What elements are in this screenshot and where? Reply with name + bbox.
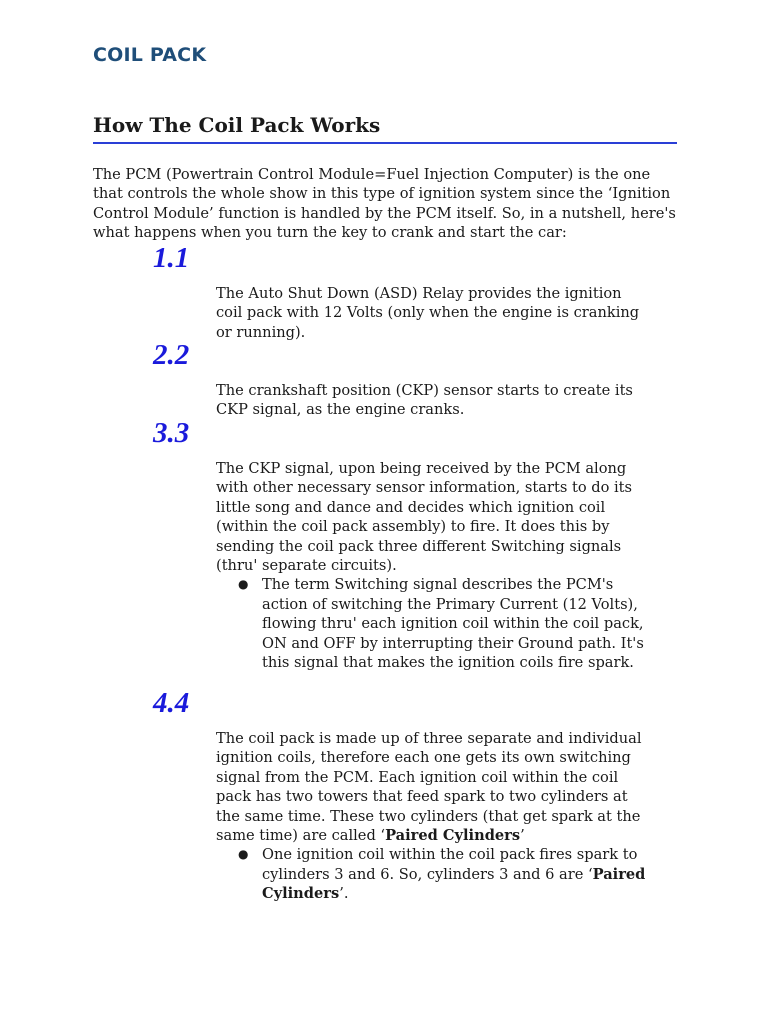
document-header: COIL PACK <box>93 44 207 66</box>
bullet-text-3: The term Switching signal describes the PCM's action of switching the Primary Current (12 Volts), flowing thru' each ignition coil within the coil pack, ON and OFF by interrupting their Ground path. It's this signal that makes the ignition coils fire spark. <box>262 576 644 672</box>
step-body-3 <box>216 459 646 672</box>
step-body-2 <box>216 381 646 420</box>
bullet-text-4-part-a: One ignition coil within the coil pack fires spark to cylinders 3 and 6. So, cylinders 3 and 6 are ‘ <box>262 846 638 883</box>
step-bullet-list-4 <box>216 845 646 903</box>
step-text-4-bold: Paired Cylinders <box>385 827 521 845</box>
bullet-icon: ● <box>238 577 249 592</box>
step-text-3: The CKP signal, upon being received by the PCM along with other necessary sensor information, starts to do its little song and dance and decides which ignition coil (within the coil pack assembly) to fire. It does this by sending the coil pack three different Switching signals (thru' separate circuits). <box>216 460 633 575</box>
list-item <box>238 845 646 903</box>
step-number-3: 3.3 <box>153 417 190 449</box>
step-body-1 <box>216 284 646 342</box>
step-text-4-part-c: ’ <box>520 827 525 845</box>
intro-paragraph: The PCM (Powertrain Control Module=Fuel Injection Computer) is the one that controls the whole show in this type of ignition system since the ‘Ignition Control Module’ function is handled by the PCM itself. So, in a nutshell, here's what happens when you turn the key to crank and start the car: <box>93 166 676 242</box>
list-item <box>238 575 646 672</box>
step-text-4-part-a: The coil pack is made up of three separate and individual ignition coils, therefore each one gets its own switching signal from the PCM. Each ignition coil within the coil pack has two towers that feed spark to two cylinders at the same time. These two cylinders (that get spark at the same time) are called ‘ <box>216 730 642 845</box>
section-title: How The Coil Pack Works <box>93 113 677 144</box>
step-text-2: The crankshaft position (CKP) sensor starts to create its CKP signal, as the engine cranks. <box>216 382 633 419</box>
bullet-text-4-bold: Paired Cylinders <box>262 865 646 903</box>
step-text-4 <box>216 729 646 845</box>
step-number-2: 2.2 <box>153 339 190 371</box>
step-number-1: 1.1 <box>153 242 190 274</box>
step-bullet-list-3 <box>216 575 646 672</box>
step-body-4 <box>216 729 646 904</box>
step-text-1: The Auto Shut Down (ASD) Relay provides the ignition coil pack with 12 Volts (only when the engine is cranking or running). <box>216 285 640 341</box>
bullet-icon: ● <box>238 847 249 862</box>
step-number-4: 4.4 <box>153 687 190 719</box>
bullet-text-4-part-c: ’. <box>339 885 349 903</box>
